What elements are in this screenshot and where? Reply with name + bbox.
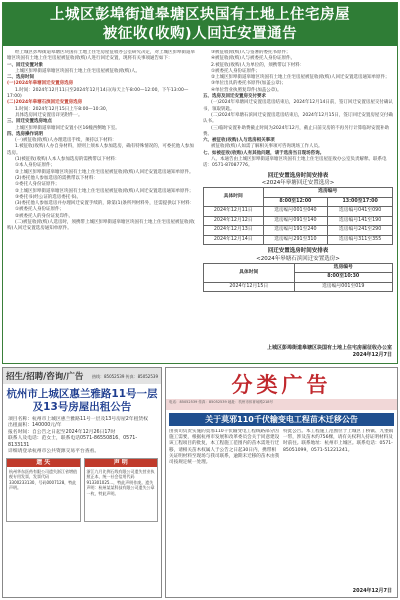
rental-line: 详细请登录杭州市公共资源交易平台查看。	[8, 449, 100, 455]
table-cell: 2024年12月11日	[204, 207, 264, 217]
statement-notice	[84, 458, 159, 522]
lost-notice-text: 杭州华东医药有限公司遗失浙江省增值税专用发票，发票代码3300233130，号码0007128，特此声明。	[9, 468, 77, 491]
notice-paragraph: 四、选房操作说明	[7, 131, 43, 137]
notice-paragraph: 七、如被征收(收购)人有其他问题，请于选房当日现场咨询。	[203, 150, 325, 156]
notice-paragraph: 三、回迁安置选房地点	[7, 119, 52, 125]
notice-paragraph: (二)2024年皋塘石滨回迁安置房选房	[7, 100, 83, 106]
notice-footer	[267, 345, 392, 359]
schedule1-title: 回迁安置选房时间安排表	[267, 172, 329, 179]
notice-paragraph: ②被委托人的身份证复印件。	[15, 213, 74, 219]
notice-paragraph: 被征收(收购)人如需了解相关事项可咨询现场工作人员。	[211, 144, 323, 150]
schedule2-table	[203, 263, 393, 293]
ad-section-brand: 招生/招聘/咨询/广告	[6, 372, 84, 382]
table-row	[204, 226, 393, 236]
table-row	[204, 235, 393, 245]
statement-notice-title: 声 明	[85, 459, 158, 467]
rental-line: 联系人及电话：范女士，联系电话0571-86550816、0571-8133131	[8, 436, 138, 448]
schedule1-col-date: 具体时间	[204, 188, 264, 207]
notice-paragraph: ②上城区彭埠街道皋塘区块国有土地上住宅房屋被征收(收购)人回迁安置选房通知单原件；	[211, 75, 390, 81]
classified-section	[165, 367, 398, 598]
schedule2-col-date: 具体时间	[204, 263, 295, 282]
notice-paragraph: 六、被征收(收购)人与选房相关事项	[203, 138, 275, 144]
table-cell: 选房编号241至290	[328, 226, 393, 236]
rental-heading-line1: 杭州市上城区惠兰雅路11号一层	[6, 388, 158, 400]
table-row	[204, 207, 393, 217]
tree-relocation-body	[166, 426, 397, 466]
notice-paragraph: (二)2024年皋塘石滨回迁安置房选房结束后，2024年12月15日，签订回迁安置房屋交付确认书。	[203, 112, 393, 125]
classified-title: 分类广告	[231, 373, 332, 397]
lost-notice	[6, 458, 81, 522]
tree-relocation-col2: 特此公告。本工程施工范围位于上城区丁桥镇、九堡镇一带，涉及苗木约756棵，请有关权利人持证明材料及时前往。联系地址：杭州市上城区。联系电话：0571-85051099，0571-51221241。	[283, 429, 394, 453]
classified-contact-strip: 电话：85052539 传真：85052539 地址：杭州市体育场路218号	[166, 399, 397, 410]
rental-line: 项目名称：杭州市上城区惠兰雅路11号一层及13号房屋2年租赁权	[8, 417, 148, 422]
notice-title-line1: 上城区彭埠街道皋塘区块国有土地上住宅房屋	[50, 7, 350, 23]
notice-paragraph: 上城区彭埠街道皋塘回迁安置小区16幢西侧地下室。	[15, 125, 120, 131]
table-cell: 2024年12月13日	[204, 226, 264, 236]
notice-paragraph: (一)2024年皋塘回迁安置房选房	[7, 81, 74, 87]
notice-paragraph: (1)被征收(收购)人本人参加选房的需携带以下材料：	[15, 157, 120, 163]
notice-paragraph: 1.时间：2024年12月11日至2024年12月14日(每天上午8:00—12:00，下午13:00—17:00)	[7, 87, 189, 100]
schedule2-subtitle: <2024年皋塘石滨回迁安置选房>	[256, 255, 340, 262]
schedule2-col-no: 选房编号	[294, 263, 392, 273]
notice-paragraph: 经上城区彭埠街道皋塘区块国有土地上住宅房屋征收办公室研究决定，对上城区彭埠街道皋塘区块国有土地上住宅房屋被征收(收购)人进行回迁安置，现将有关事项通告如下：	[7, 50, 195, 62]
notice-paragraph: (2)委托他人参加选房的需携带以下材料：	[15, 175, 98, 181]
table-cell: 选房编号291至310	[263, 235, 328, 245]
notice-footer-org: 上城区彭埠街道皋塘区块国有土地上住宅房屋征收办公室	[266, 345, 392, 351]
notice-paragraph: 八、本通告由上城区彭埠街道皋塘区块国有土地上住宅房屋征收办公室负责解释。联系电话：0571-87087776。	[203, 157, 387, 169]
notice-left-column	[7, 50, 197, 292]
notice-right-text	[203, 50, 393, 170]
table-row	[204, 282, 393, 292]
table-cell: 选房编号001至040	[263, 207, 328, 217]
tree-relocation-title: 关于莫邪110千伏输变电工程苗木迁移公告	[169, 413, 394, 426]
classified-date: 2024年12月7日	[352, 588, 392, 594]
schedule1-subtitle: <2024年皋塘回迁安置选房>	[261, 179, 335, 186]
tree-relocation-col1: 由我司负责实施的莫邪110千伏输变电工程线路部分因施工需要，根据杭州市发展和改革委员会关于同意建设该工程项目的批复，本工程施工范围内的苗木需进行迁移，请相关苗木权属人于公告之日起30日内，携带相关证明材料至现场与我司联系，逾期未迁移的苗木由我司按规定统一处理。	[169, 429, 280, 466]
table-cell: 2024年12月12日	[204, 216, 264, 226]
lost-notice-title: 遗 失	[7, 459, 80, 467]
notice-paragraph: 二、选房时间	[7, 75, 34, 81]
notice-paragraph: (二)被征收(收购)人选房时，须携带上城区彭埠街道皋塘区块国有土地上住宅房屋被征收(收购)人回迁安置选房通知单原件。	[7, 220, 195, 232]
notice-paragraph: 1.被征收(收购)人办自身材料，原则上须本人参加选房，确有特殊情况的，可委托他人参加选房。	[7, 144, 194, 156]
notice-paragraph: (3)委托他人参加选房并办理回迁安置手续的，除第(1)条所列材料外，还需提供以下材料：	[15, 201, 195, 207]
schedule1-col-pm: 13:00至17:00	[328, 197, 393, 207]
rental-ad-section	[2, 367, 162, 598]
schedule2-title: 回迁安置选房时间安排表	[267, 248, 329, 255]
notice-paragraph: ③被征收(收购)人与签署的委托书原件；	[211, 50, 291, 55]
small-ads	[3, 455, 161, 522]
notice-paragraph: ①本人身份证原件；	[15, 163, 56, 169]
notice-paragraph: ③单位出具的委托书原件(加盖公章)；	[211, 81, 287, 87]
ad-section-header	[3, 368, 161, 384]
notice-paragraph: 上城区彭埠街道皋塘区块国有土地上住宅房屋被征收(收购)人。	[15, 68, 141, 74]
notice-paragraph: ②上城区彭埠街道皋塘区块国有土地上住宅房屋被征收(收购)人回迁安置选房通知单原件。	[15, 169, 194, 175]
notice-paragraph: ④被征收(收购)人与被委托人身份证原件。	[211, 56, 296, 62]
rental-line: 出租面积：140000元/年	[8, 423, 62, 429]
notice-paragraph: (三)临时安置补助费截止时间为2024年12月，截止日前交房的不再另行计算临时安置补助费。	[203, 125, 390, 137]
notice-paragraph: ④单位营业执照复印件(加盖公章)。	[211, 87, 282, 93]
table-cell: 选房编号041至090	[328, 207, 393, 217]
rental-line: 报名时间：自公告之日起至2024年12月26日17时	[8, 429, 116, 435]
statement-notice-text: 浙江九月比例石线有限公司遗失营业执照正本，统一社会信用代码913301025...，特此声明作废。遗失声明：杭州某某科技有限公司遗失公章一枚，特此声明。	[86, 468, 155, 496]
notice-paragraph: 五、选房及回迁安置房交付要求	[203, 94, 266, 100]
table-cell: 2024年12月15日	[204, 282, 295, 292]
schedule1-table	[203, 187, 393, 245]
notice-title-line2: 被征收(收购)人回迁安置通告	[102, 26, 298, 42]
notice-paragraph: ①委托人身份证原件；	[15, 182, 60, 188]
notice-footer-date: 2024年12月7日	[352, 352, 392, 358]
notice-right-column	[203, 50, 393, 292]
notice-paragraph: 具体选房回迁安置房详见附件一。	[15, 112, 83, 118]
table-row	[204, 216, 393, 226]
notice-paragraph: ①被委托人身份证原件；	[15, 207, 65, 213]
table-cell: 2024年12月14日	[204, 235, 264, 245]
relocation-notice	[2, 2, 398, 364]
table-cell: 选房编号311至355	[328, 235, 393, 245]
schedule2-col-am: 8:00至10:30	[294, 273, 392, 283]
rental-body	[3, 414, 161, 455]
ad-section-phone: 热线：85052539 传真：85052539	[92, 373, 158, 379]
rental-heading-line2: 及13号房屋出租公告	[32, 401, 132, 413]
notice-title	[3, 3, 397, 46]
schedule1-col-no: 选房编号	[263, 188, 392, 198]
notice-paragraph: (一)2024年皋塘回迁安置房选房结束后，2024年12月14日前，签订回迁安置房屋交付确认书，领取钥匙。	[203, 100, 393, 112]
table-cell: 选房编号091至140	[263, 216, 328, 226]
notice-paragraph: ③委托书(经公证的选房委托书)。	[15, 194, 82, 200]
notice-paragraph: (一)被征收(收购)人办理选房手续，须持以下材料：	[15, 138, 117, 144]
table-cell: 选房编号141至190	[328, 216, 393, 226]
notice-paragraph: 一、回迁安置对象	[7, 62, 43, 68]
schedule1-col-am: 8:00至12:00	[263, 197, 328, 207]
notice-paragraph: ①被委托人身份证原件；	[211, 68, 261, 74]
notice-paragraph: 1.时间：2024年12月15日上午8:00—10:30，	[15, 106, 111, 112]
notice-paragraph: 2.被征收(收购)人为单位的，须携带以下材料：	[211, 62, 305, 68]
table-cell: 选房编号001至019	[294, 282, 392, 292]
table-cell: 选房编号191至240	[263, 226, 328, 236]
notice-paragraph: ②上城区彭埠街道皋塘区块国有土地上住宅房屋被征收(收购)人回迁安置选房通知单原件；	[15, 188, 194, 194]
